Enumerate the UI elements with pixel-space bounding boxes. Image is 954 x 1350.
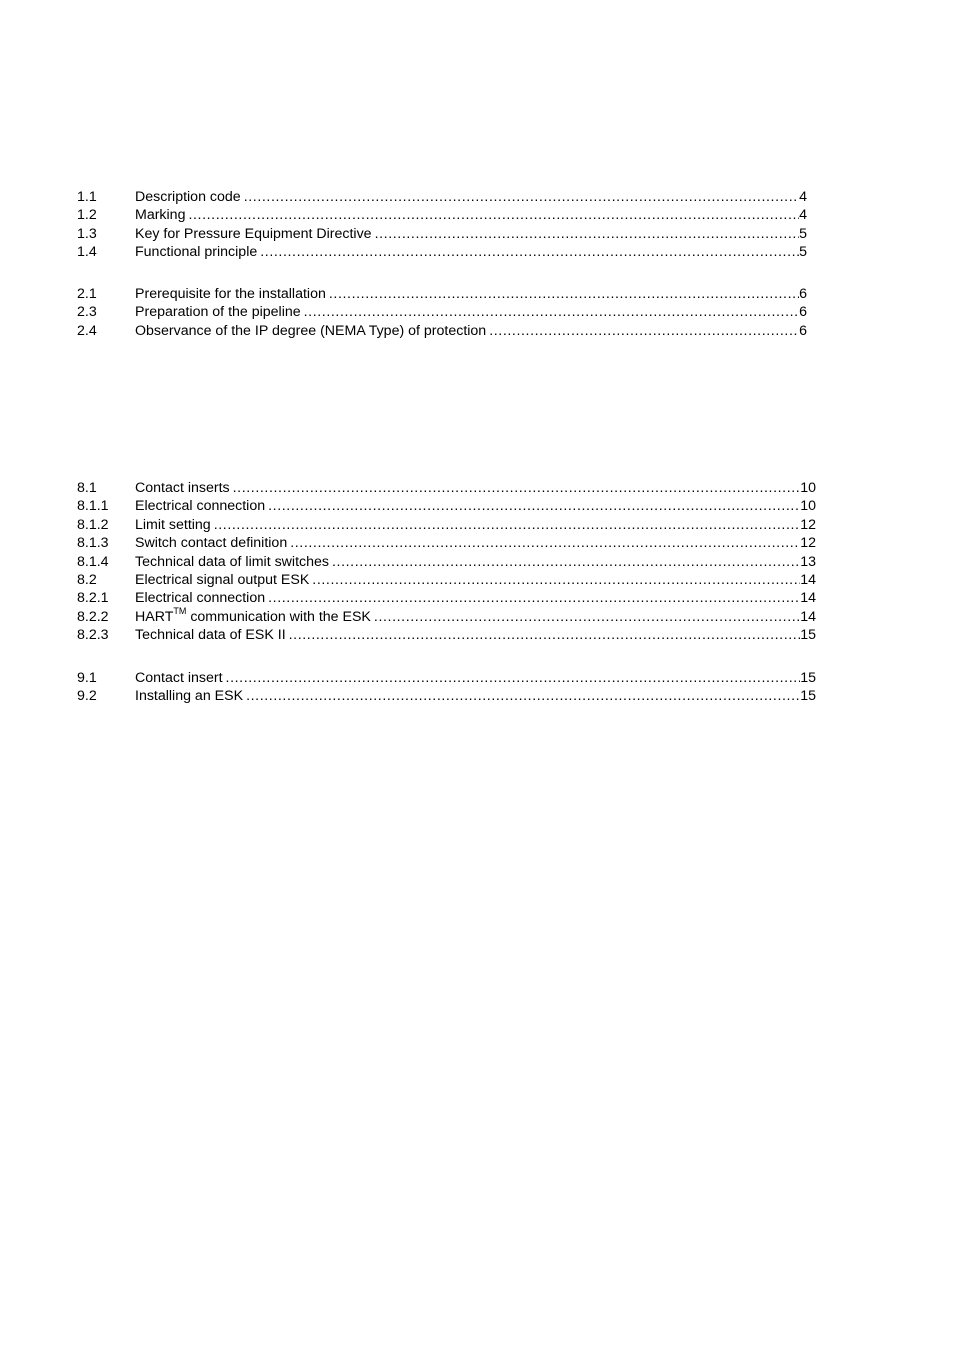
toc-entry-number: 1.4 <box>77 244 97 261</box>
dot-leader <box>226 669 801 687</box>
toc-entry-title: Contact inserts <box>135 480 230 496</box>
toc-entry[interactable] <box>77 188 807 206</box>
dot-leader <box>329 285 799 303</box>
toc-entry[interactable] <box>77 285 807 303</box>
toc-entry-title: Observance of the IP degree (NEMA Type) of protection <box>135 322 487 339</box>
toc-entry-page: 15 <box>800 627 816 644</box>
toc-entry[interactable] <box>77 626 816 644</box>
toc-entry[interactable] <box>77 479 816 497</box>
toc-entry[interactable] <box>77 534 816 552</box>
toc-entry-page: 4 <box>799 207 807 224</box>
dot-leader <box>268 497 800 515</box>
dot-leader <box>233 479 801 497</box>
toc-entry-number: 8.2.2 <box>77 608 109 625</box>
dot-leader <box>374 608 800 626</box>
toc-entry-title: Electrical connection <box>135 498 266 515</box>
toc-entry-page: 6 <box>799 322 807 339</box>
toc-entry-title: Functional principle <box>135 244 258 261</box>
toc-entry[interactable] <box>77 303 807 321</box>
dot-leader <box>289 626 801 644</box>
toc-entry-number: 8.1.1 <box>77 498 109 515</box>
toc-section-1 <box>77 188 807 262</box>
toc-entry-number: 8.2 <box>77 571 97 588</box>
toc-entry-page: 14 <box>800 590 816 607</box>
dot-leader <box>489 322 799 340</box>
toc-entry-title: Limit setting <box>135 516 211 533</box>
toc-entry-page: 5 <box>799 225 807 242</box>
toc-entry-number: 2.4 <box>77 322 97 339</box>
toc-entry-page: 14 <box>800 571 816 588</box>
toc-entry-page: 14 <box>800 608 816 625</box>
toc-entry-number: 2.3 <box>77 304 97 321</box>
toc-entry-page: 12 <box>800 516 816 533</box>
toc-entry-number: 9.2 <box>77 688 97 705</box>
dot-leader <box>260 243 799 261</box>
toc-entry[interactable] <box>77 243 807 261</box>
toc-entry-number: 8.1.2 <box>77 516 109 533</box>
toc-entry-number: 1.2 <box>77 207 97 224</box>
toc-entry-page: 6 <box>799 304 807 321</box>
toc-entry-page: 6 <box>799 286 807 302</box>
toc-entry-title: Prerequisite for the installation <box>135 286 326 302</box>
toc-entry[interactable] <box>77 571 816 589</box>
dot-leader <box>244 188 799 206</box>
toc-entry-number: 8.2.3 <box>77 627 109 644</box>
toc-entry-title: Marking <box>135 207 186 224</box>
toc-entry[interactable] <box>77 669 816 687</box>
toc-entry[interactable] <box>77 206 807 224</box>
toc-entry[interactable] <box>77 608 816 626</box>
toc-section-2 <box>77 285 807 340</box>
trademark-superscript: TM <box>173 606 187 616</box>
toc-entry-title: Switch contact definition <box>135 535 288 552</box>
toc-entry-page: 10 <box>800 480 816 496</box>
toc-section-8 <box>77 479 816 645</box>
dot-leader <box>214 516 801 534</box>
dot-leader <box>268 589 800 607</box>
toc-entry[interactable] <box>77 589 816 607</box>
toc-entry-title: Key for Pressure Equipment Directive <box>135 225 372 242</box>
toc-entry-page: 13 <box>800 553 816 570</box>
toc-entry-title <box>135 608 372 626</box>
dot-leader <box>188 206 799 224</box>
toc-entry-page: 4 <box>799 189 807 205</box>
dot-leader <box>375 225 800 243</box>
toc-entry-number: 2.1 <box>77 286 97 302</box>
toc-entry[interactable] <box>77 497 816 515</box>
toc-entry-title-main: HART <box>135 608 174 625</box>
dot-leader <box>246 687 800 705</box>
toc-entry-number: 8.2.1 <box>77 590 109 607</box>
toc-entry-number: 8.1 <box>77 480 97 496</box>
dot-leader <box>332 553 800 571</box>
toc-entry-page: 15 <box>800 688 816 705</box>
toc-entry-title: Electrical connection <box>135 590 266 607</box>
dot-leader <box>304 303 799 321</box>
toc-entry-number: 8.1.3 <box>77 535 109 552</box>
toc-entry[interactable] <box>77 225 807 243</box>
toc-entry-number: 1.3 <box>77 225 97 242</box>
toc-entry-page: 10 <box>800 498 816 515</box>
dot-leader <box>290 534 800 552</box>
toc-section-9 <box>77 669 816 706</box>
toc-entry-number: 8.1.4 <box>77 553 109 570</box>
toc-entry-title: Technical data of limit switches <box>135 553 329 570</box>
toc-entry[interactable] <box>77 516 816 534</box>
toc-entry-title: Installing an ESK <box>135 688 244 705</box>
toc-entry-number: 1.1 <box>77 189 97 205</box>
dot-leader <box>312 571 800 589</box>
toc-entry-page: 5 <box>799 244 807 261</box>
toc-entry-title: Technical data of ESK II <box>135 627 286 644</box>
toc-entry-title: Preparation of the pipeline <box>135 304 301 321</box>
toc-entry-title: Description code <box>135 189 241 205</box>
toc-entry[interactable] <box>77 322 807 340</box>
toc-entry-page: 12 <box>800 535 816 552</box>
toc-entry-title-suffix: communication with the ESK <box>186 608 371 625</box>
toc-entry-page: 15 <box>800 670 816 686</box>
toc-entry[interactable] <box>77 553 816 571</box>
toc-entry[interactable] <box>77 687 816 705</box>
toc-entry-title: Contact insert <box>135 670 223 686</box>
toc-entry-number: 9.1 <box>77 670 97 686</box>
toc-entry-title: Electrical signal output ESK <box>135 571 310 588</box>
